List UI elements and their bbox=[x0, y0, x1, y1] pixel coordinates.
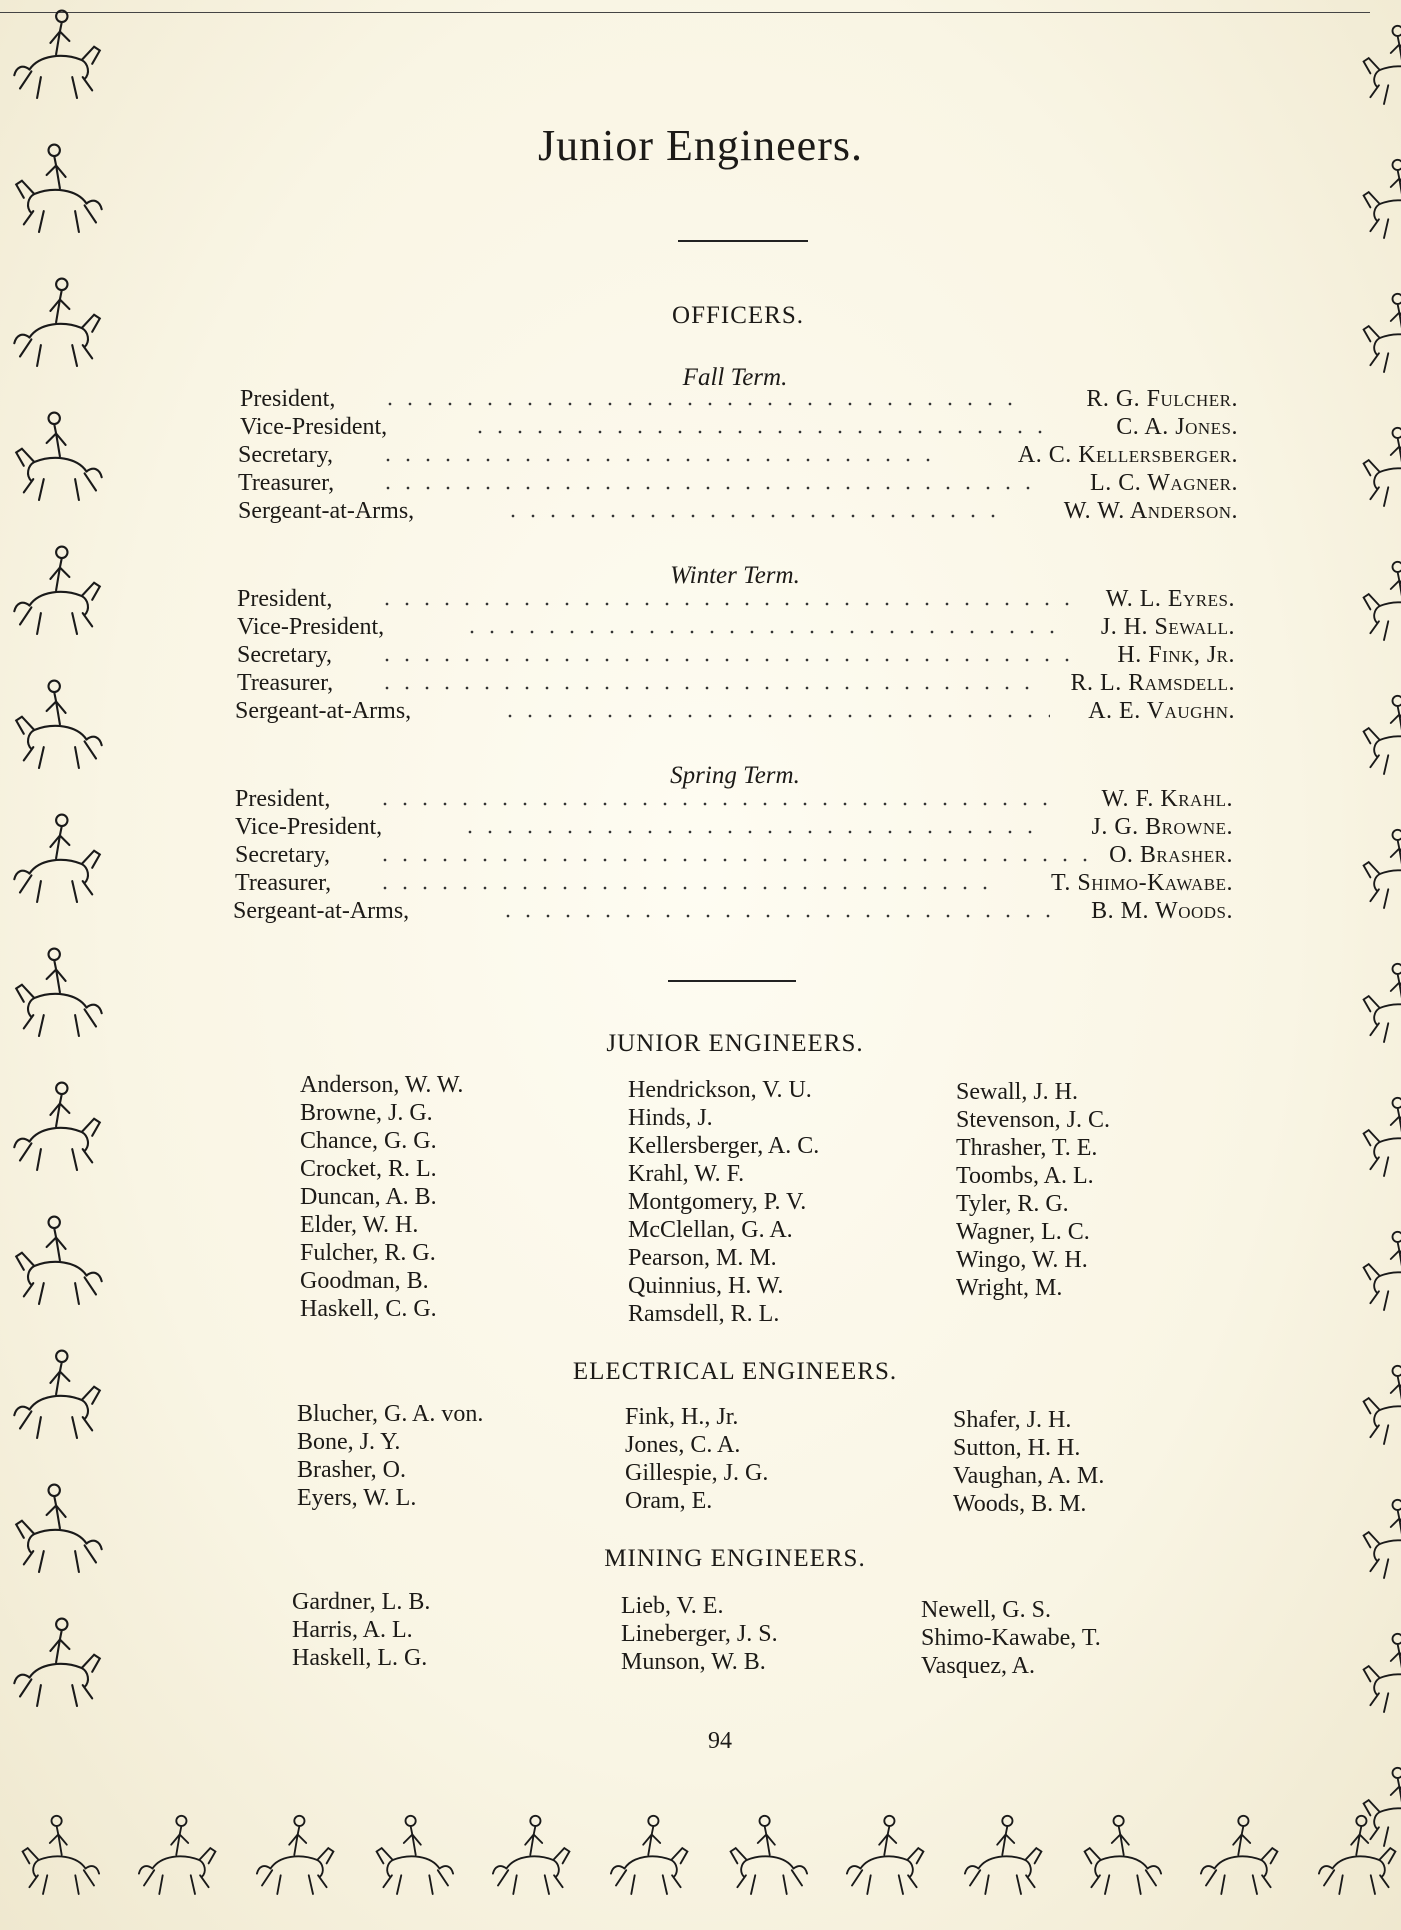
list-item: Woods, B. M. bbox=[953, 1491, 1087, 1517]
junior-column-2 bbox=[628, 1076, 819, 1328]
officer-row bbox=[238, 498, 1238, 526]
office-role: President, bbox=[237, 586, 333, 612]
list-item: Lineberger, J. S. bbox=[621, 1621, 778, 1647]
list-item: Vaughan, A. M. bbox=[953, 1463, 1105, 1489]
electrical-column-3 bbox=[953, 1406, 1104, 1518]
junior-column-1 bbox=[300, 1071, 463, 1323]
list-item: Oram, E. bbox=[625, 1488, 713, 1514]
office-role: President, bbox=[235, 786, 331, 812]
mining-column-2 bbox=[621, 1592, 778, 1676]
officers-heading: OFFICERS. bbox=[672, 302, 804, 329]
officer-row bbox=[238, 470, 1238, 498]
list-item: Elder, W. H. bbox=[300, 1212, 419, 1238]
list-item: Sewall, J. H. bbox=[956, 1079, 1078, 1105]
list-item: Newell, G. S. bbox=[921, 1597, 1051, 1623]
list-item: Vasquez, A. bbox=[921, 1653, 1035, 1679]
officer-row bbox=[240, 414, 1238, 442]
list-item: Lieb, V. E. bbox=[621, 1593, 724, 1619]
list-item: Thrasher, T. E. bbox=[956, 1135, 1098, 1161]
list-item: Haskell, C. G. bbox=[300, 1296, 437, 1322]
list-item: Krahl, W. F. bbox=[628, 1161, 745, 1187]
list-item: Duncan, A. B. bbox=[300, 1184, 437, 1210]
officer-name: O. Brasher. bbox=[1109, 842, 1233, 868]
bucking-horse-rider-icon bbox=[1361, 0, 1401, 1930]
list-item: McClellan, G. A. bbox=[628, 1217, 793, 1243]
list-item: Munson, W. B. bbox=[621, 1649, 766, 1675]
dot-leader bbox=[503, 514, 998, 518]
office-role: Vice-President, bbox=[237, 614, 385, 640]
list-item: Blucher, G. A. von. bbox=[297, 1401, 484, 1427]
section-divider bbox=[668, 980, 796, 982]
top-edge-rule bbox=[0, 12, 1370, 13]
officer-name: R. G. Fulcher. bbox=[1086, 386, 1238, 412]
officer-row bbox=[235, 698, 1235, 726]
term-heading-fall: Fall Term. bbox=[682, 364, 788, 391]
list-item: Hinds, J. bbox=[628, 1105, 713, 1131]
dot-leader bbox=[377, 658, 1070, 662]
officer-name: W. F. Krahl. bbox=[1101, 786, 1233, 812]
list-item: Browne, J. G. bbox=[300, 1100, 433, 1126]
officer-name: L. C. Wagner. bbox=[1090, 470, 1238, 496]
office-role: Secretary, bbox=[237, 642, 333, 668]
electrical-column-1 bbox=[297, 1400, 483, 1512]
title-divider bbox=[678, 240, 808, 242]
list-item: Montgomery, P. V. bbox=[628, 1189, 807, 1215]
list-item: Brasher, O. bbox=[297, 1457, 407, 1483]
officer-row bbox=[238, 442, 1238, 470]
office-role: Vice-President, bbox=[240, 414, 388, 440]
list-item: Bone, J. Y. bbox=[297, 1429, 401, 1455]
dot-leader bbox=[462, 630, 1060, 634]
list-item: Goodman, B. bbox=[300, 1268, 429, 1294]
officer-name: H. Fink, Jr. bbox=[1117, 642, 1235, 668]
officer-name: J. H. Sewall. bbox=[1100, 614, 1235, 640]
mining-column-1 bbox=[292, 1588, 430, 1672]
dot-leader bbox=[498, 914, 1053, 918]
office-role: Sergeant-at-Arms, bbox=[233, 898, 410, 924]
list-item: Tyler, R. G. bbox=[956, 1191, 1069, 1217]
dot-leader bbox=[377, 686, 1030, 690]
list-item: Shimo-Kawabe, T. bbox=[921, 1625, 1101, 1651]
list-item: Pearson, M. M. bbox=[628, 1245, 777, 1271]
electrical-column-2 bbox=[625, 1403, 768, 1515]
list-item: Crocket, R. L. bbox=[300, 1156, 437, 1182]
dot-leader bbox=[378, 486, 1038, 490]
officer-row bbox=[237, 614, 1235, 642]
junior-column-3 bbox=[956, 1078, 1110, 1302]
list-item: Haskell, L. G. bbox=[292, 1645, 428, 1671]
list-item: Wingo, W. H. bbox=[956, 1247, 1088, 1273]
list-item: Stevenson, J. C. bbox=[956, 1107, 1111, 1133]
officer-name: C. A. Jones. bbox=[1116, 414, 1238, 440]
list-item: Quinnius, H. W. bbox=[628, 1273, 784, 1299]
officer-name: W. L. Eyres. bbox=[1105, 586, 1235, 612]
officer-name: R. L. Ramsdell. bbox=[1070, 670, 1235, 696]
dot-leader bbox=[460, 830, 1048, 834]
list-item: Wagner, L. C. bbox=[956, 1219, 1090, 1245]
bucking-horse-rider-icon bbox=[0, 1790, 1401, 1920]
officer-name: A. C. Kellersberger. bbox=[1017, 442, 1238, 468]
list-item: Gillespie, J. G. bbox=[625, 1460, 769, 1486]
officer-row bbox=[235, 842, 1233, 870]
office-role: Treasurer, bbox=[235, 870, 332, 896]
officer-row bbox=[240, 386, 1238, 414]
dot-leader bbox=[375, 858, 1093, 862]
officer-name: B. M. Woods. bbox=[1091, 898, 1233, 924]
list-item: Shafer, J. H. bbox=[953, 1407, 1072, 1433]
officer-name: T. Shimo-Kawabe. bbox=[1051, 870, 1233, 896]
dot-leader bbox=[380, 402, 1020, 406]
office-role: Treasurer, bbox=[237, 670, 334, 696]
office-role: President, bbox=[240, 386, 336, 412]
dot-leader bbox=[378, 458, 943, 462]
list-item: Kellersberger, A. C. bbox=[628, 1133, 820, 1159]
officer-row bbox=[237, 670, 1235, 698]
officer-row bbox=[237, 586, 1235, 614]
office-role: Vice-President, bbox=[235, 814, 383, 840]
dot-leader bbox=[377, 602, 1075, 606]
term-heading-spring: Spring Term. bbox=[670, 762, 800, 789]
list-item: Chance, G. G. bbox=[300, 1128, 437, 1154]
term-heading-winter: Winter Term. bbox=[670, 562, 800, 589]
dot-leader bbox=[500, 714, 1050, 718]
office-role: Sergeant-at-Arms, bbox=[235, 698, 412, 724]
list-item: Wright, M. bbox=[956, 1275, 1063, 1301]
list-item: Ramsdell, R. L. bbox=[628, 1301, 780, 1327]
officer-name: A. E. Vaughn. bbox=[1088, 698, 1235, 724]
office-role: Secretary, bbox=[238, 442, 334, 468]
list-item: Harris, A. L. bbox=[292, 1617, 413, 1643]
page-number: 94 bbox=[708, 1728, 732, 1754]
list-item: Jones, C. A. bbox=[625, 1432, 741, 1458]
list-item: Anderson, W. W. bbox=[300, 1072, 464, 1098]
officer-name: J. G. Browne. bbox=[1091, 814, 1233, 840]
officer-row bbox=[233, 898, 1233, 926]
list-item: Hendrickson, V. U. bbox=[628, 1077, 812, 1103]
list-item: Fink, H., Jr. bbox=[625, 1404, 739, 1430]
list-item: Toombs, A. L. bbox=[956, 1163, 1094, 1189]
bucking-horse-rider-icon bbox=[0, 0, 125, 1800]
electrical-engineers-heading: ELECTRICAL ENGINEERS. bbox=[572, 1358, 898, 1385]
junior-engineers-heading: JUNIOR ENGINEERS. bbox=[606, 1030, 864, 1057]
list-item: Eyers, W. L. bbox=[297, 1485, 417, 1511]
officer-row bbox=[235, 786, 1233, 814]
officer-name: W. W. Anderson. bbox=[1063, 498, 1238, 524]
office-role: Sergeant-at-Arms, bbox=[238, 498, 415, 524]
list-item: Gardner, L. B. bbox=[292, 1589, 431, 1615]
office-role: Treasurer, bbox=[238, 470, 335, 496]
list-item: Sutton, H. H. bbox=[953, 1435, 1081, 1461]
list-item: Fulcher, R. G. bbox=[300, 1240, 436, 1266]
dot-leader bbox=[375, 886, 993, 890]
dot-leader bbox=[375, 802, 1058, 806]
officer-row bbox=[235, 870, 1233, 898]
page-title: Junior Engineers. bbox=[538, 121, 863, 170]
officer-row bbox=[237, 642, 1235, 670]
office-role: Secretary, bbox=[235, 842, 331, 868]
mining-column-3 bbox=[921, 1596, 1101, 1680]
dot-leader bbox=[470, 430, 1050, 434]
mining-engineers-heading: MINING ENGINEERS. bbox=[604, 1545, 866, 1572]
officer-row bbox=[235, 814, 1233, 842]
